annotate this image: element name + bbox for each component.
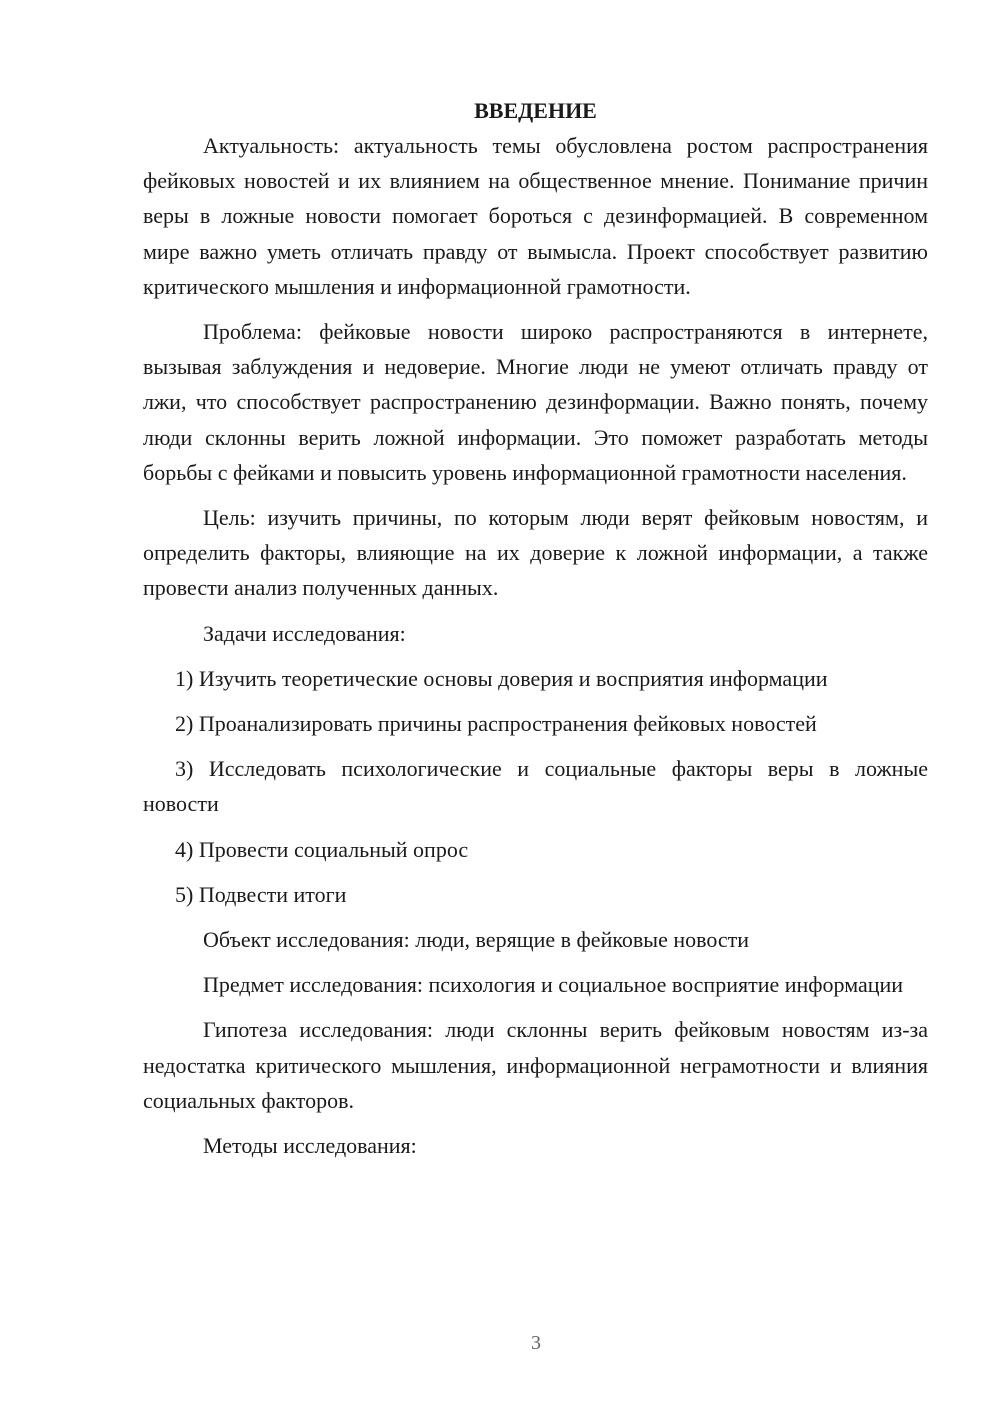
goal-paragraph: Цель: изучить причины, по которым люди верят фейковым новостям, и определить факторы, влияющие на их доверие к ложной информации, а также провести анализ полученных данных. [143, 505, 928, 601]
page-number: 3 [531, 1332, 541, 1354]
research-object: Объект исследования: люди, верящие в фейковые новости [203, 927, 750, 953]
task-item-1: 1) Изучить теоретические основы доверия и восприятия информации [175, 665, 828, 691]
research-subject: Предмет исследования: психология и социальное восприятие информации [203, 972, 904, 998]
relevance-paragraph: Актуальность: актуальность темы обусловлена ростом распространения фейковых новостей и их влиянием на общественное мнение. Понимание причин веры в ложные новости помогает бороться с дезинформацией. В современном мире важно уметь отличать правду от вымысла. Проект способствует развитию критического мышления и информационной грамотности. [143, 133, 928, 299]
tasks-heading: Задачи исследования: [203, 620, 406, 646]
research-methods: Методы исследования: [203, 1133, 417, 1159]
research-hypothesis: Гипотеза исследования: люди склонны верить фейковым новостям из-за недостатка критического мышления, информационной неграмотности и влияния социальных факторов. [143, 1017, 928, 1113]
problem-paragraph: Проблема: фейковые новости широко распространяются в интернете, вызывая заблуждения и недоверие. Многие люди не умеют отличать правду от лжи, что способствует распространению дезинформации. Важно понять, почему люди склонны верить ложной информации. Это поможет разработать методы борьбы с фейками и повысить уровень информационной грамотности населения. [143, 319, 928, 485]
task-item-3: 3) Исследовать психологические и социальные факторы веры в ложные новости [143, 756, 928, 817]
task-item-2: 2) Проанализировать причины распространения фейковых новостей [175, 711, 817, 737]
task-item-5: 5) Подвести итоги [175, 881, 347, 907]
task-item-4: 4) Провести социальный опрос [175, 836, 469, 862]
section-title: ВВЕДЕНИЕ [474, 98, 597, 123]
document-body [143, 93, 928, 1173]
